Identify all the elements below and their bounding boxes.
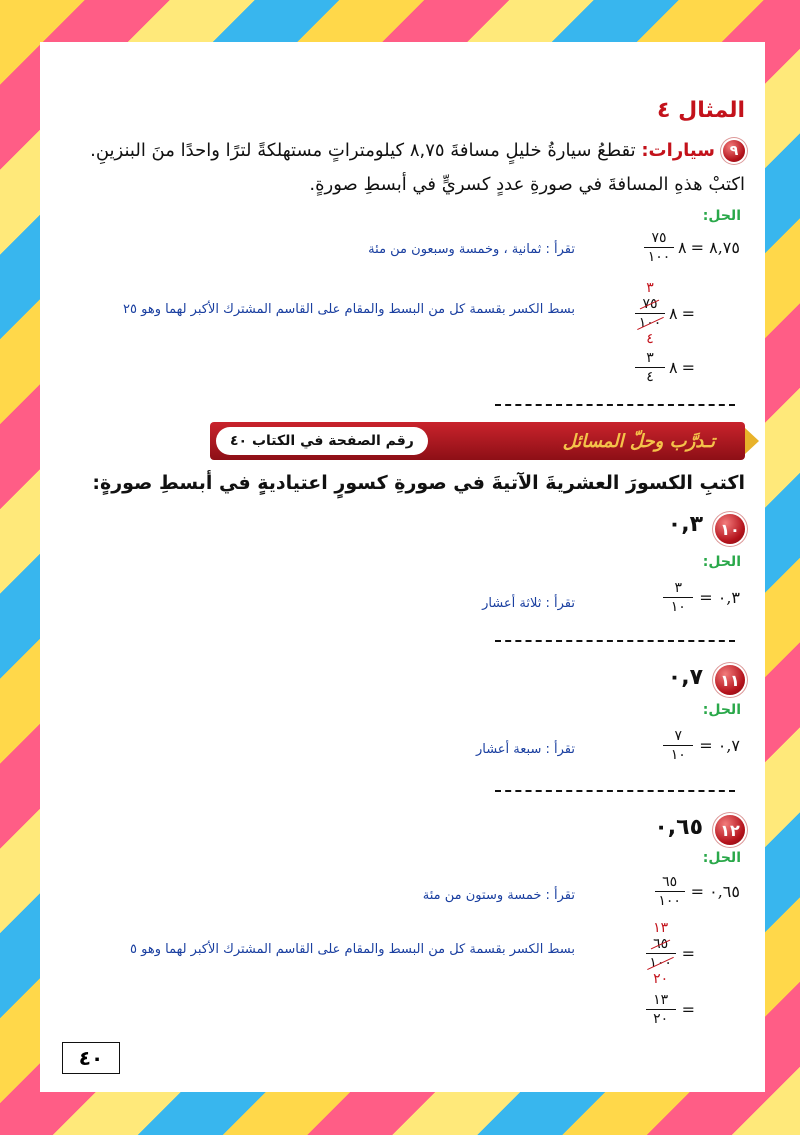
q9-step1-lhs: ٨,٧٥ = bbox=[690, 238, 740, 257]
fraction-denominator: ١٠ bbox=[670, 747, 686, 763]
q9-step1-whole: ٨ bbox=[678, 238, 687, 257]
q12-step2-note: بسط الكسر بقسمة كل من البسط والمقام على القاسم المشترك الأكبر لهما وهو ٥ bbox=[130, 942, 575, 957]
q10-solution-label: الحل: bbox=[702, 554, 741, 570]
book-page-reference: رقم الصفحة في الكتاب ٤٠ bbox=[216, 427, 428, 455]
q12-step1 bbox=[655, 874, 740, 909]
q9-step3-lhs: = bbox=[681, 358, 695, 377]
question-9-stem bbox=[65, 136, 715, 166]
fraction-numerator: ١٣ bbox=[653, 992, 669, 1008]
fraction-numerator: ٦٥ bbox=[662, 874, 678, 890]
fraction-denominator: ٢٠ bbox=[653, 1011, 669, 1027]
crossed-numerator: ٧٥ bbox=[642, 296, 658, 312]
q12-step1-note: تقرأ : خمسة وستون من مئة bbox=[422, 888, 575, 903]
banner-heading: تـدرَّب وحلّ المسائل bbox=[562, 430, 715, 452]
question-11-number: ١١ bbox=[715, 665, 745, 695]
question-9-line1: تقطعُ سيارةُ خليلٍ مسافةَ ٨,٧٥ كيلومتراتٍ مستهلكةً لترًا واحدًا منَ البنزينِ. bbox=[90, 140, 636, 161]
fraction-numerator: ٣ bbox=[646, 350, 654, 366]
banner-arrow-icon bbox=[745, 428, 759, 454]
crossed-denominator: ١٠٠ bbox=[649, 955, 672, 971]
q12-step1-fraction bbox=[655, 874, 685, 909]
fraction-denominator: ٤ bbox=[646, 369, 654, 385]
q12-step2-lhs: = bbox=[681, 944, 695, 963]
q9-step2-fraction bbox=[635, 280, 665, 347]
fraction-numerator: ٧٥ bbox=[651, 230, 667, 246]
new-numerator: ٣ bbox=[646, 280, 654, 296]
q10-note: تقرأ : ثلاثة أعشار bbox=[482, 596, 575, 611]
q11-step bbox=[663, 728, 740, 763]
fraction-numerator: ٣ bbox=[674, 580, 682, 596]
q9-step3 bbox=[635, 350, 695, 385]
fraction-denominator: ١٠٠ bbox=[658, 893, 681, 909]
q10-lhs: ٠,٣ = bbox=[699, 588, 740, 607]
question-10-value: ٠,٣ bbox=[667, 512, 703, 537]
question-9-label: سيارات: bbox=[641, 140, 715, 161]
q12-step3-lhs: = bbox=[681, 1000, 695, 1019]
new-denominator: ٢٠ bbox=[653, 971, 669, 987]
q12-step2-fraction bbox=[646, 920, 676, 987]
question-9-number: ٩ bbox=[723, 140, 745, 162]
question-11-value: ٠,٧ bbox=[667, 665, 703, 690]
q9-step1-note: تقرأ : ثمانية ، وخمسة وسبعون من مئة bbox=[368, 242, 575, 257]
new-numerator: ١٣ bbox=[653, 920, 669, 936]
q12-solution-label: الحل: bbox=[702, 850, 741, 866]
q12-step1-lhs: ٠,٦٥ = bbox=[690, 882, 740, 901]
q9-step3-fraction bbox=[635, 350, 665, 385]
q11-solution-label: الحل: bbox=[702, 702, 741, 718]
question-12-number: ١٢ bbox=[715, 815, 745, 845]
separator bbox=[495, 790, 735, 792]
q11-fraction bbox=[663, 728, 693, 763]
example-title: المثال ٤ bbox=[657, 98, 745, 123]
practice-banner bbox=[210, 422, 745, 460]
fraction-denominator: ١٠ bbox=[670, 599, 686, 615]
q9-step2-whole: ٨ bbox=[669, 304, 678, 323]
crossed-denominator: ١٠٠ bbox=[638, 315, 662, 331]
q11-lhs: ٠,٧ = bbox=[699, 736, 740, 755]
fraction-numerator: ٧ bbox=[674, 728, 682, 744]
question-10-number: ١٠ bbox=[715, 514, 745, 544]
crossed-numerator: ٦٥ bbox=[653, 936, 669, 952]
question-12-value: ٠,٦٥ bbox=[654, 815, 703, 840]
separator bbox=[495, 404, 735, 406]
worksheet-page bbox=[40, 42, 765, 1092]
q9-step1 bbox=[644, 230, 740, 265]
fraction-denominator: ١٠٠ bbox=[647, 249, 671, 265]
q9-solution-label: الحل: bbox=[702, 208, 741, 224]
new-denominator: ٤ bbox=[646, 331, 654, 347]
separator bbox=[495, 640, 735, 642]
q9-step3-whole: ٨ bbox=[669, 358, 678, 377]
q9-step2-lhs: = bbox=[681, 304, 695, 323]
page-number: ٤٠ bbox=[62, 1042, 120, 1074]
q12-step3 bbox=[646, 992, 695, 1027]
q11-note: تقرأ : سبعة أعشار bbox=[475, 742, 575, 757]
q12-step2 bbox=[646, 920, 695, 987]
q10-step bbox=[663, 580, 740, 615]
q9-step2 bbox=[635, 280, 695, 347]
exercise-instruction: اكتبِ الكسورَ العشريةَ الآتيةَ في صورةِ كسورٍ اعتياديةٍ في أبسطِ صورةٍ: bbox=[92, 472, 745, 494]
q12-step3-fraction bbox=[646, 992, 676, 1027]
q9-step1-fraction bbox=[644, 230, 674, 265]
question-9-line2: اكتبْ هذهِ المسافةَ في صورةِ عددٍ كسريٍّ في أبسطِ صورةٍ. bbox=[309, 174, 745, 195]
q9-step2-note: بسط الكسر بقسمة كل من البسط والمقام على القاسم المشترك الأكبر لهما وهو ٢٥ bbox=[123, 302, 575, 317]
q10-fraction bbox=[663, 580, 693, 615]
